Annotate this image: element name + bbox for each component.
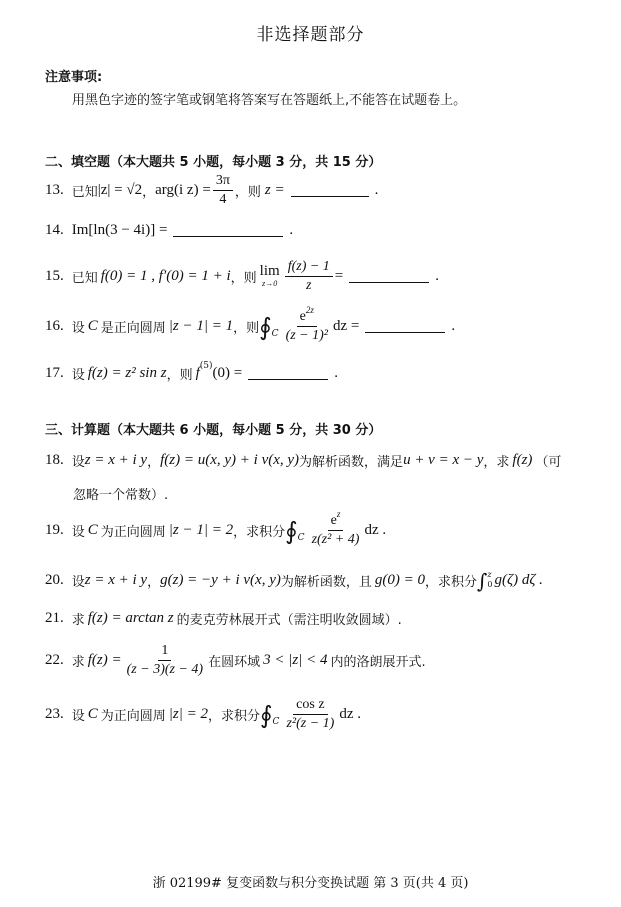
- numerator: 3π: [213, 173, 233, 191]
- question-16: [45, 306, 455, 346]
- exponent: z: [336, 508, 341, 519]
- math: f(z) = u(x, y) + i v(x, y): [160, 451, 300, 468]
- math: f(z): [512, 451, 533, 468]
- math: (0) =: [212, 364, 243, 381]
- text: 的麦克劳林展开式（需注明收敛圆域）.: [176, 612, 402, 628]
- fraction: [213, 173, 233, 208]
- math: g(ζ) dζ .: [494, 571, 543, 588]
- section-2-heading: 二、填空题（本大题共 5 小题，每小题 3 分，共 15 分）: [45, 155, 382, 170]
- text: ，: [147, 454, 161, 470]
- fraction: [309, 508, 363, 548]
- period: .: [451, 317, 456, 334]
- answer-blank[interactable]: [173, 235, 283, 237]
- math: 3 < |z| < 4: [263, 651, 328, 668]
- text: 为正向圆周: [100, 708, 166, 724]
- text: 求: [71, 654, 85, 670]
- text: ，求: [483, 454, 510, 470]
- question-number: 21.: [45, 609, 64, 626]
- math: z = x + i y: [84, 571, 148, 588]
- math: f(z) = z² sin z: [87, 364, 167, 381]
- fraction: [283, 304, 331, 344]
- math: C: [87, 317, 98, 334]
- math: f(z) =: [87, 651, 122, 668]
- lim-subscript: z→0: [262, 279, 278, 288]
- question-number: 15.: [45, 267, 64, 284]
- period: .: [334, 364, 338, 381]
- question-number: 14.: [45, 221, 64, 238]
- denominator: z(z² + 4): [311, 531, 360, 547]
- numerator: cos z: [293, 697, 327, 715]
- numerator: e: [299, 308, 306, 324]
- contour-label: C: [272, 717, 280, 727]
- upper-limit: z: [487, 570, 492, 579]
- integral-limits: [487, 570, 492, 590]
- period: .: [289, 221, 294, 238]
- denominator: (z − 1)²: [285, 327, 328, 343]
- question-number: 19.: [45, 521, 64, 538]
- question-14: [45, 220, 293, 240]
- math: arg(i z) =: [155, 181, 211, 198]
- text: ，求积分: [424, 574, 477, 590]
- text: 设: [71, 454, 85, 470]
- numerator: e: [330, 512, 337, 528]
- fraction: [124, 643, 206, 678]
- period: .: [435, 267, 440, 284]
- answer-blank[interactable]: [291, 195, 369, 197]
- question-18-continued: 忽略一个常数）.: [73, 488, 169, 503]
- contour-integral-icon: ∮: [285, 517, 298, 545]
- question-number: 23.: [45, 705, 64, 722]
- text: 设: [71, 524, 85, 540]
- question-20: [45, 567, 543, 593]
- contour-label: C: [271, 329, 279, 339]
- denominator: z²(z − 1): [286, 715, 335, 731]
- math: f(0) = 1 , f′(0) = 1 + i: [100, 267, 231, 284]
- text: 设: [71, 574, 85, 590]
- contour-label: C: [297, 533, 305, 543]
- period: .: [374, 181, 379, 198]
- math: f: [195, 364, 200, 381]
- question-15: [45, 256, 439, 296]
- question-number: 16.: [45, 317, 64, 334]
- math: u + v = x − y: [403, 451, 484, 468]
- answer-blank[interactable]: [349, 281, 429, 283]
- question-number: 18.: [45, 451, 64, 468]
- math: C: [87, 521, 98, 538]
- text: 设: [71, 320, 85, 336]
- differential: dz .: [364, 521, 387, 538]
- question-23: [45, 694, 361, 734]
- page-title: 非选择题部分: [256, 25, 365, 45]
- text: ，求积分: [233, 524, 286, 540]
- text: 内的洛朗展开式.: [330, 654, 426, 670]
- math: z = x + i y: [84, 451, 148, 468]
- text: ，: [142, 184, 156, 200]
- fraction: [285, 259, 333, 294]
- text: ，则: [166, 367, 193, 383]
- question-number: 22.: [45, 651, 64, 668]
- notice-heading: 注意事项:: [45, 70, 103, 85]
- question-22: [45, 640, 426, 680]
- math: |z| = 2: [168, 705, 209, 722]
- text: 求: [71, 612, 85, 628]
- differential: dz =: [332, 317, 360, 334]
- lower-limit: 0: [487, 580, 493, 589]
- question-21: [45, 607, 402, 629]
- math: C: [87, 705, 98, 722]
- section-3-heading: 三、计算题（本大题共 6 小题，每小题 5 分，共 30 分）: [45, 423, 382, 438]
- integral-icon: ∫: [477, 569, 488, 593]
- exponent: 2z: [305, 304, 314, 315]
- lim-label: lim: [259, 263, 280, 279]
- fraction: [283, 697, 337, 732]
- exponent: (5): [199, 361, 213, 371]
- math: z =: [264, 181, 285, 198]
- math: g(z) = −y + i v(x, y): [160, 571, 281, 588]
- text: 为解析函数，且: [280, 574, 372, 590]
- math: |z − 1| = 1: [168, 317, 234, 334]
- math: Im[ln(3 − 4i)] =: [71, 221, 168, 238]
- text: ，则: [233, 320, 260, 336]
- text: ，求积分: [208, 708, 261, 724]
- contour-integral-icon: ∮: [259, 313, 272, 341]
- question-18: [45, 448, 561, 472]
- text: （可: [535, 454, 562, 470]
- page-footer: 浙 02199# 复变函数与积分变换试题 第 3 页(共 4 页): [152, 876, 469, 891]
- denominator: 4: [219, 191, 227, 207]
- math: g(0) = 0: [374, 571, 425, 588]
- denominator: z: [306, 277, 312, 293]
- question-number: 17.: [45, 364, 64, 381]
- question-13: [45, 172, 378, 208]
- text: ，则: [234, 184, 261, 200]
- notice-body: 用黑色字迹的签字笔或钢笔将答案写在答题纸上,不能答在试题卷上。: [72, 93, 467, 108]
- contour-integral-icon: ∮: [260, 701, 273, 729]
- math: |z| = √2: [97, 181, 143, 198]
- text: ，则: [230, 270, 257, 286]
- text: 为解析函数，满足: [299, 454, 404, 470]
- limit: [260, 264, 280, 288]
- question-number: 13.: [45, 181, 64, 198]
- text: 已知: [71, 184, 98, 200]
- answer-blank[interactable]: [248, 378, 328, 380]
- text: 为正向圆周: [100, 524, 166, 540]
- equals: =: [334, 267, 344, 284]
- text: 已知: [71, 270, 98, 286]
- numerator: 1: [158, 643, 171, 661]
- numerator: f(z) − 1: [285, 259, 333, 277]
- differential: dz .: [339, 705, 361, 722]
- question-number: 20.: [45, 571, 64, 588]
- question-17: [45, 362, 338, 384]
- text: 设: [71, 367, 85, 383]
- question-19: [45, 510, 386, 550]
- answer-blank[interactable]: [365, 331, 445, 333]
- math: f(z) = arctan z: [87, 609, 174, 626]
- text: 是正向圆周: [100, 320, 166, 336]
- denominator: (z − 3)(z − 4): [126, 661, 204, 677]
- text: 设: [71, 708, 85, 724]
- text: ，: [147, 574, 161, 590]
- text: 在圆环域: [208, 654, 261, 670]
- math: |z − 1| = 2: [168, 521, 234, 538]
